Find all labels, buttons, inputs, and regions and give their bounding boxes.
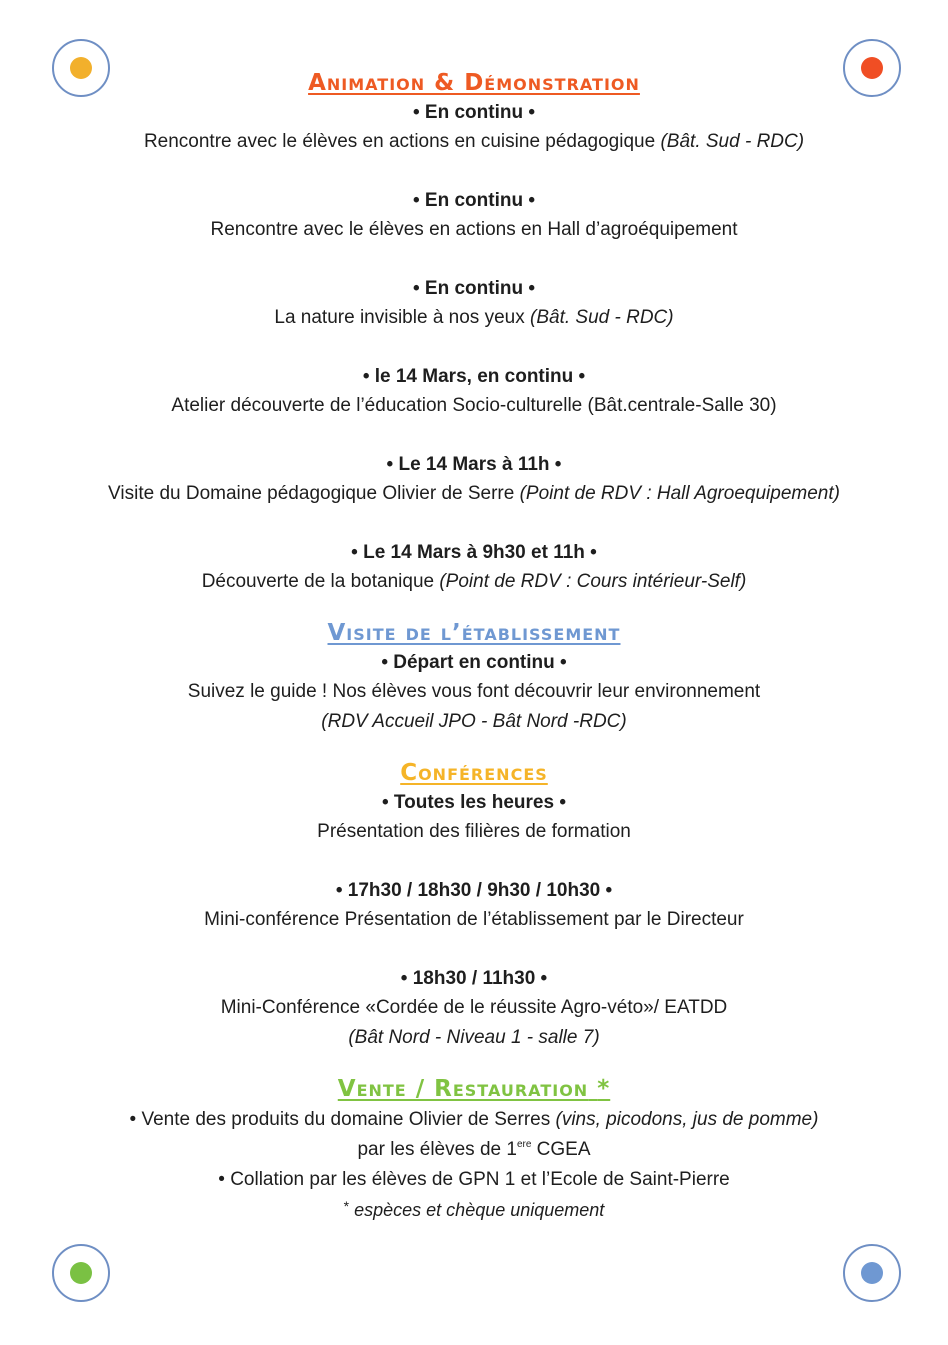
event-block — [0, 363, 948, 421]
event-time: • En continu • — [412, 190, 535, 211]
corner-circle-bottom-right — [843, 1244, 901, 1302]
payment-note — [0, 1195, 948, 1225]
vente-block — [0, 1105, 948, 1225]
event-text: Découverte de la botanique — [201, 571, 440, 592]
event-text: Mini-Conférence «Cordée de le réussite Agro-véto»/ EATDD — [220, 997, 728, 1018]
event-text: Rencontre avec le élèves en actions en Hall d’agroéquipement — [210, 219, 738, 240]
event-location: (Bât. Sud - RDC) — [660, 131, 805, 152]
vente-students-text: par les élèves de 1 — [357, 1139, 517, 1160]
event-description — [0, 391, 948, 421]
section-title-vente — [0, 1073, 948, 1105]
vente-line-collation: • Collation par les élèves de GPN 1 et l’Ecole de Saint-Pierre — [218, 1169, 730, 1190]
event-location: (RDV Accueil JPO - Bât Nord -RDC) — [321, 711, 627, 732]
event-text: Suivez le guide ! Nos élèves vous font découvrir leur environnement — [187, 681, 761, 702]
event-block — [0, 789, 948, 847]
ordinal-suffix: ere — [516, 1139, 532, 1150]
event-location: (Point de RDV : Hall Agroequipement) — [519, 483, 840, 504]
event-block — [0, 965, 948, 1053]
event-block — [0, 877, 948, 935]
vente-line-students — [0, 1135, 948, 1165]
event-description — [0, 567, 948, 597]
section-title-vente-text: Vente / Restauration — [337, 1076, 589, 1102]
event-description — [0, 215, 948, 245]
vente-products-list: (vins, picodons, jus de pomme) — [555, 1109, 819, 1130]
event-description — [0, 303, 948, 333]
section-title-animation: Animation & Démonstration — [308, 70, 640, 96]
event-text: Visite du Domaine pédagogique Olivier de Serre — [108, 483, 520, 504]
corner-dot-icon — [861, 1262, 883, 1284]
section-title-visite: Visite de l’établissement — [327, 620, 621, 646]
vente-class-name: CGEA — [531, 1139, 591, 1160]
event-time: • Départ en continu • — [381, 652, 567, 673]
event-text: Rencontre avec le élèves en actions en cuisine pédagogique — [143, 131, 661, 152]
event-text: La nature invisible à nos yeux — [274, 307, 530, 328]
event-time: • le 14 Mars, en continu • — [362, 366, 586, 387]
event-time: • 17h30 / 18h30 / 9h30 / 10h30 • — [335, 880, 613, 901]
event-block — [0, 539, 948, 597]
event-block — [0, 275, 948, 333]
event-time: • En continu • — [412, 102, 535, 123]
event-block — [0, 649, 948, 737]
event-time: • Toutes les heures • — [381, 792, 566, 813]
vente-products-text: • Vente des produits du domaine Olivier de Serres — [129, 1109, 556, 1130]
event-block — [0, 451, 948, 509]
event-description — [0, 479, 948, 509]
event-time: • Le 14 Mars à 11h • — [386, 454, 562, 475]
corner-dot-icon — [70, 1262, 92, 1284]
event-block — [0, 99, 948, 157]
event-time: • Le 14 Mars à 9h30 et 11h • — [351, 542, 597, 563]
section-title-conferences: Conférences — [400, 760, 548, 786]
event-description — [0, 127, 948, 157]
asterisk-mark: * — [343, 1198, 350, 1214]
event-location: (Bât Nord - Niveau 1 - salle 7) — [348, 1027, 600, 1048]
event-text: Mini-conférence Présentation de l’établissement par le Directeur — [204, 909, 744, 930]
event-text: Atelier découverte de l’éducation Socio-culturelle (Bât.centrale-Salle 30) — [171, 395, 777, 416]
program-content — [0, 67, 948, 1237]
event-text: Présentation des filières de formation — [317, 821, 631, 842]
vente-line-products — [0, 1105, 948, 1135]
event-location: (Point de RDV : Cours intérieur-Self) — [439, 571, 747, 592]
event-time: • En continu • — [412, 278, 535, 299]
asterisk-mark: * — [597, 1076, 611, 1102]
event-location: (Bât. Sud - RDC) — [530, 307, 674, 328]
corner-circle-bottom-left — [52, 1244, 110, 1302]
event-block — [0, 187, 948, 245]
event-time: • 18h30 / 11h30 • — [400, 968, 548, 989]
payment-note-text: espèces et chèque uniquement — [349, 1200, 605, 1220]
